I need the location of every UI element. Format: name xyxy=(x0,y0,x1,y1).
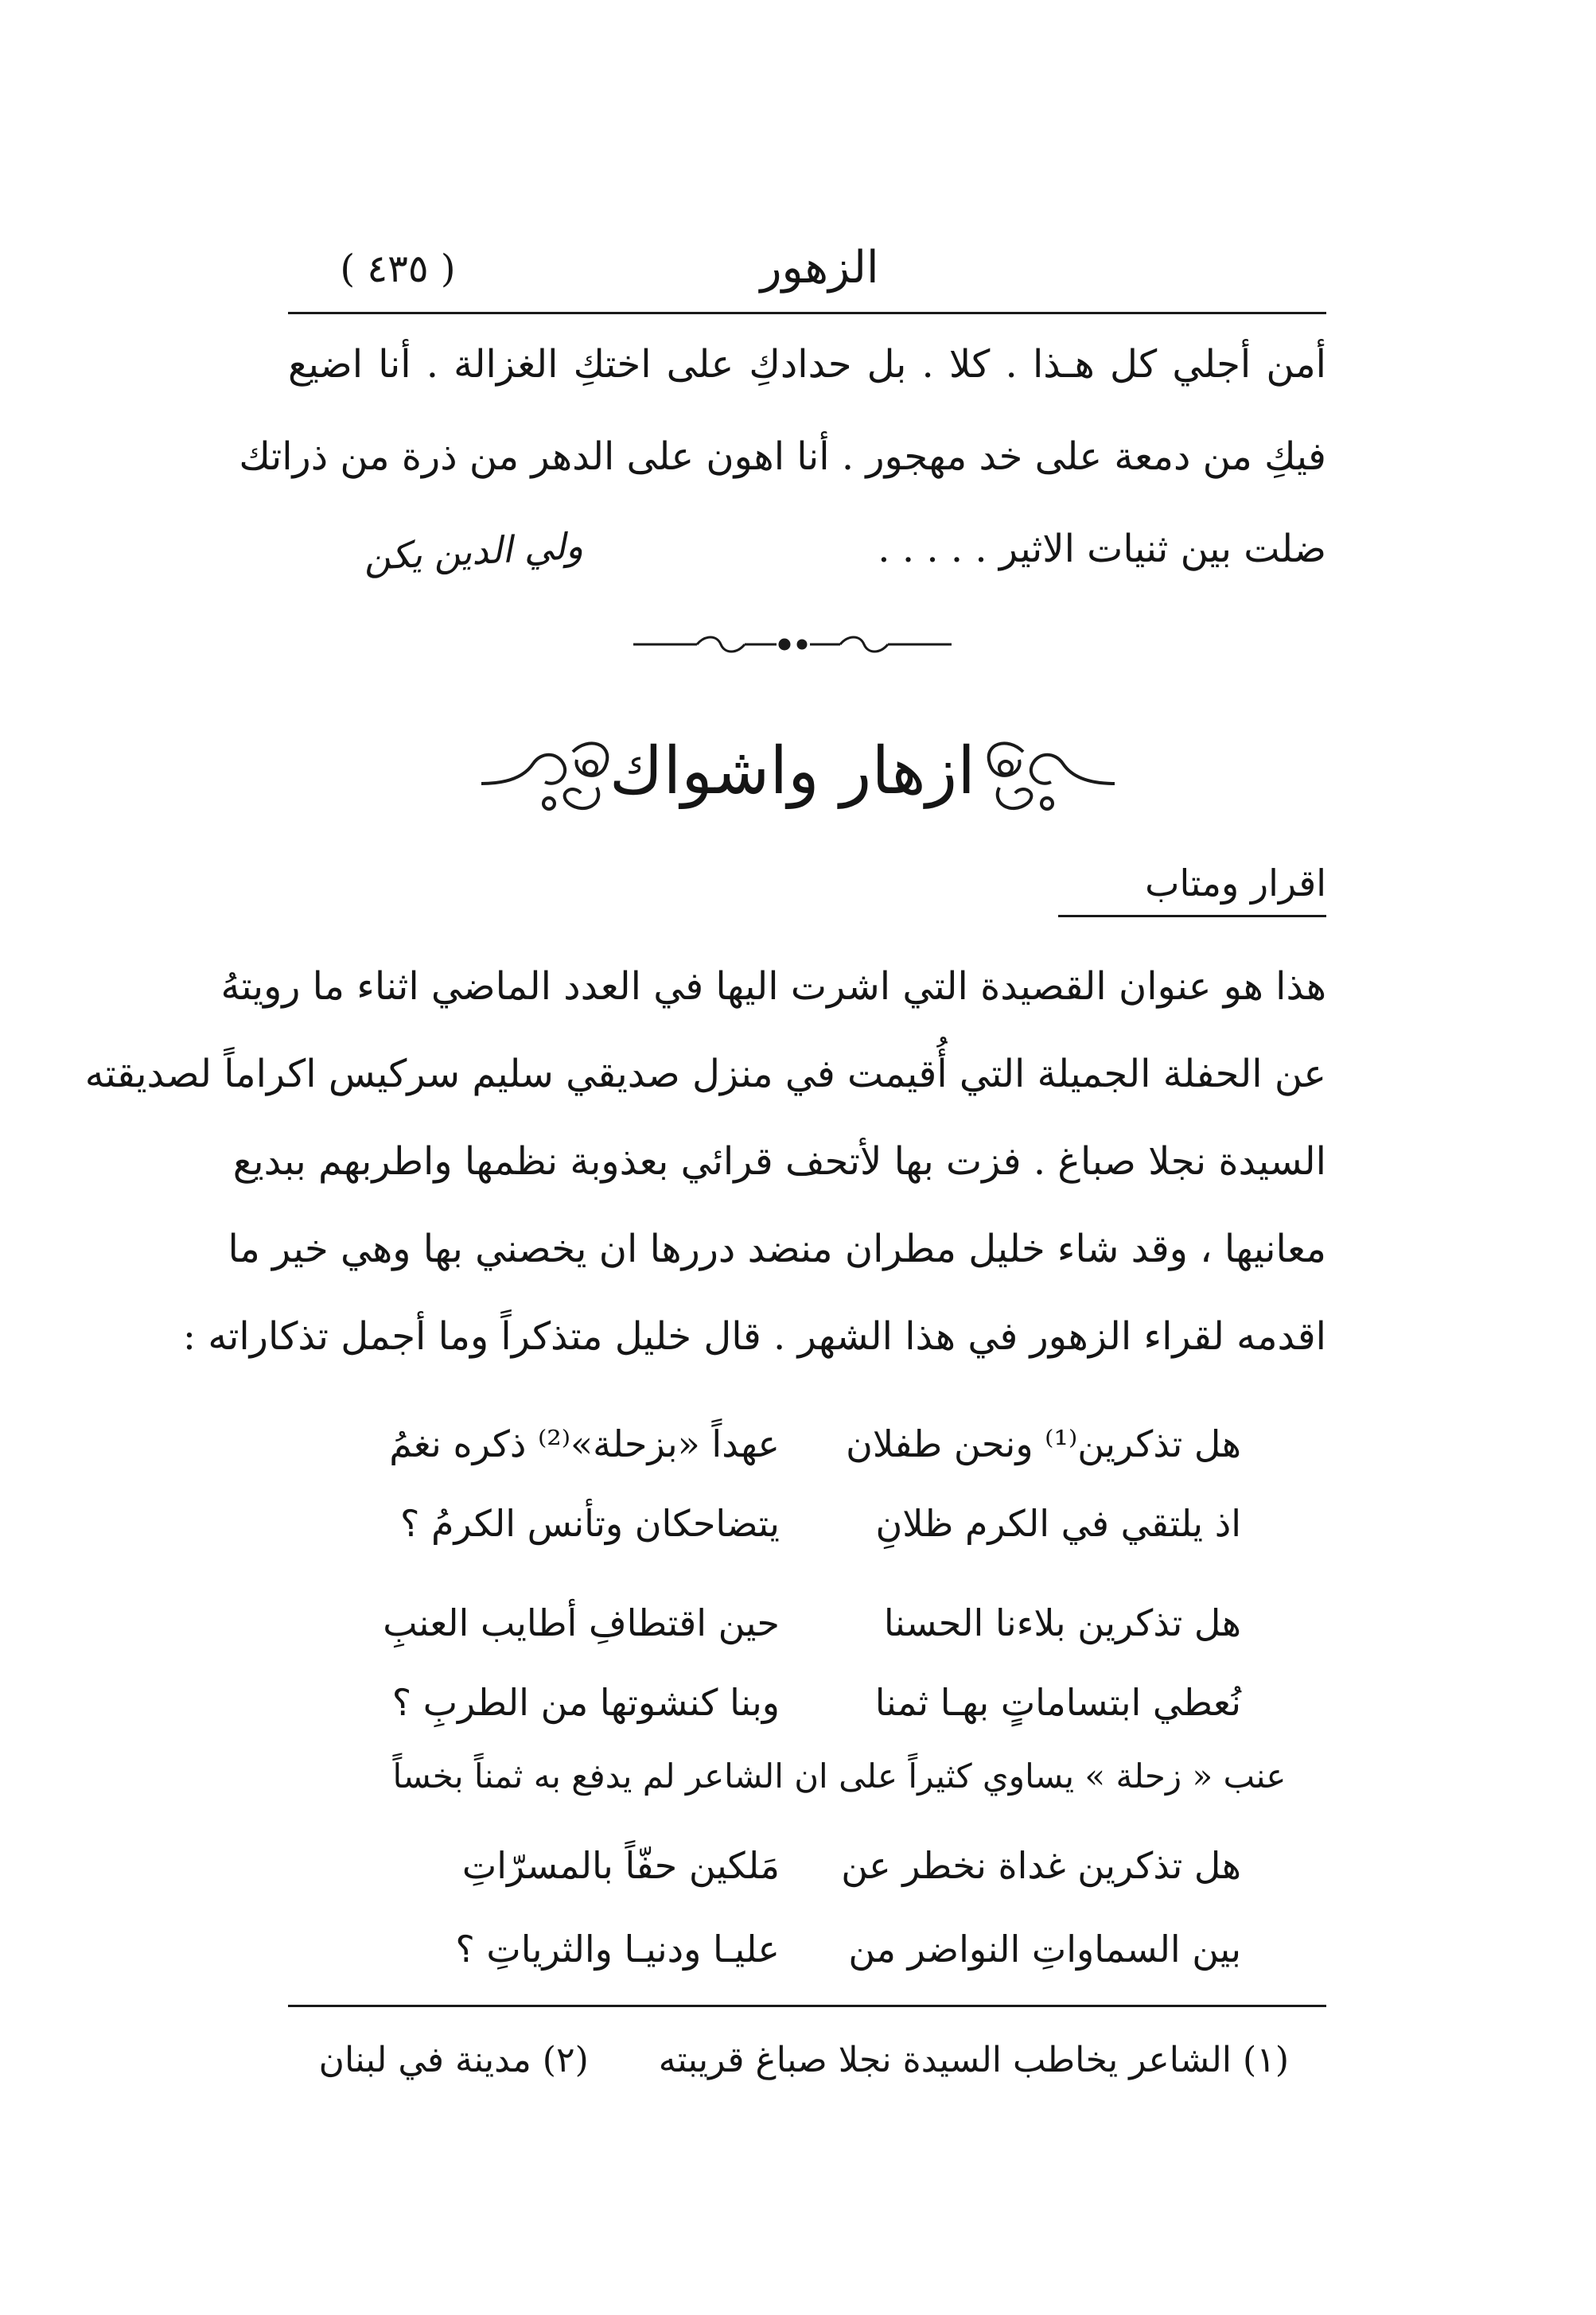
verse-hemistich-left: عهداً «بزحلة»⁽²⁾ ذكره نغمُ xyxy=(389,1422,780,1465)
verse-hemistich-left: حين اقتطافِ أطايب العنبِ xyxy=(383,1601,780,1644)
section-title: ازهار واشواك xyxy=(609,733,975,809)
page-number: ( ٤٣٥ ) xyxy=(340,247,456,291)
verse-hemistich-right: هل تذكرين⁽¹⁾ ونحن طفلان xyxy=(846,1422,1241,1465)
body-line-3: السيدة نجلا صباغ . فزت بها لأتحف قرائي بعذوبة نظمها واطربهم ببديع xyxy=(232,1139,1326,1184)
body-line-1: هذا هو عنوان القصيدة التي اشرت اليها في العدد الماضي اثناء ما رويتهُ xyxy=(220,964,1326,1009)
header-rule xyxy=(288,312,1326,314)
verse-hemistich-right: اذ يلتقي في الكرم ظلانِ xyxy=(875,1502,1241,1545)
verse-hemistich-right: هل تذكرين بلاءنا الحسنا xyxy=(883,1601,1241,1644)
subheading: اقرار ومتاب xyxy=(1145,862,1326,905)
ornamental-divider-icon xyxy=(625,628,960,660)
running-header-title: الزهور xyxy=(760,242,879,294)
verse-hemistich-left: مَلكين حفّاً بالمسرّاتِ xyxy=(461,1844,780,1887)
verse-hemistich-left: يتضاحكان وتأنس الكرمُ ؟ xyxy=(399,1502,780,1545)
title-flourish-left-icon xyxy=(477,728,621,823)
verse-hemistich-left: وبنا كنشوتها من الطربِ ؟ xyxy=(391,1681,780,1724)
body-line-4: معانيها ، وقد شاء خليل مطران منضد دررها ان يخصني بها وهي خير ما xyxy=(228,1227,1326,1271)
footnotes xyxy=(318,2021,1289,2100)
body-line-2: عن الحفلة الجميلة التي أُقيمت في منزل صديقي سليم سركيس اكراماً لصديقته xyxy=(84,1052,1326,1096)
footnote-rule xyxy=(288,2005,1326,2007)
body-line-5: اقدمه لقراء الزهور في هذا الشهر . قال خليل متذكراً وما أجمل تذكاراته : xyxy=(182,1314,1326,1359)
prose-aside: عنب « زحلة » يساوي كثيراً على ان الشاعر لم يدفع به ثمناً بخساً xyxy=(392,1757,1287,1796)
footnote-2: (٢) مدينة في لبنان xyxy=(318,2040,589,2080)
verse-hemistich-left: عليـا ودنيـا والثرياتِ ؟ xyxy=(455,1928,780,1971)
author-signature: ولي الدين يكن xyxy=(362,523,585,579)
title-flourish-right-icon xyxy=(975,728,1119,823)
verse-hemistich-right: بين السماواتِ النواضر من xyxy=(848,1928,1241,1971)
verse-hemistich-right: هل تذكرين غداة نخطر عن xyxy=(841,1844,1241,1887)
subheading-underline xyxy=(1058,915,1326,917)
continuation-line-2: فيكِ من دمعة على خد مهجور . أنا اهون على الدهر من ذرة من ذراتك xyxy=(239,434,1326,479)
verse-hemistich-right: نُعطي ابتساماتٍ بهـا ثمنا xyxy=(874,1681,1241,1724)
footnote-1: (١) الشاعر يخاطب السيدة نجلا صباغ قريبته xyxy=(658,2040,1289,2080)
continuation-line-1: أمن أجلي كل هـذا . كلا . بل حدادكِ على اختكِ الغزالة . أنا اضيع xyxy=(288,342,1326,387)
continuation-line-3: ضلت بين ثنيات الاثير . . . . . xyxy=(878,527,1326,571)
